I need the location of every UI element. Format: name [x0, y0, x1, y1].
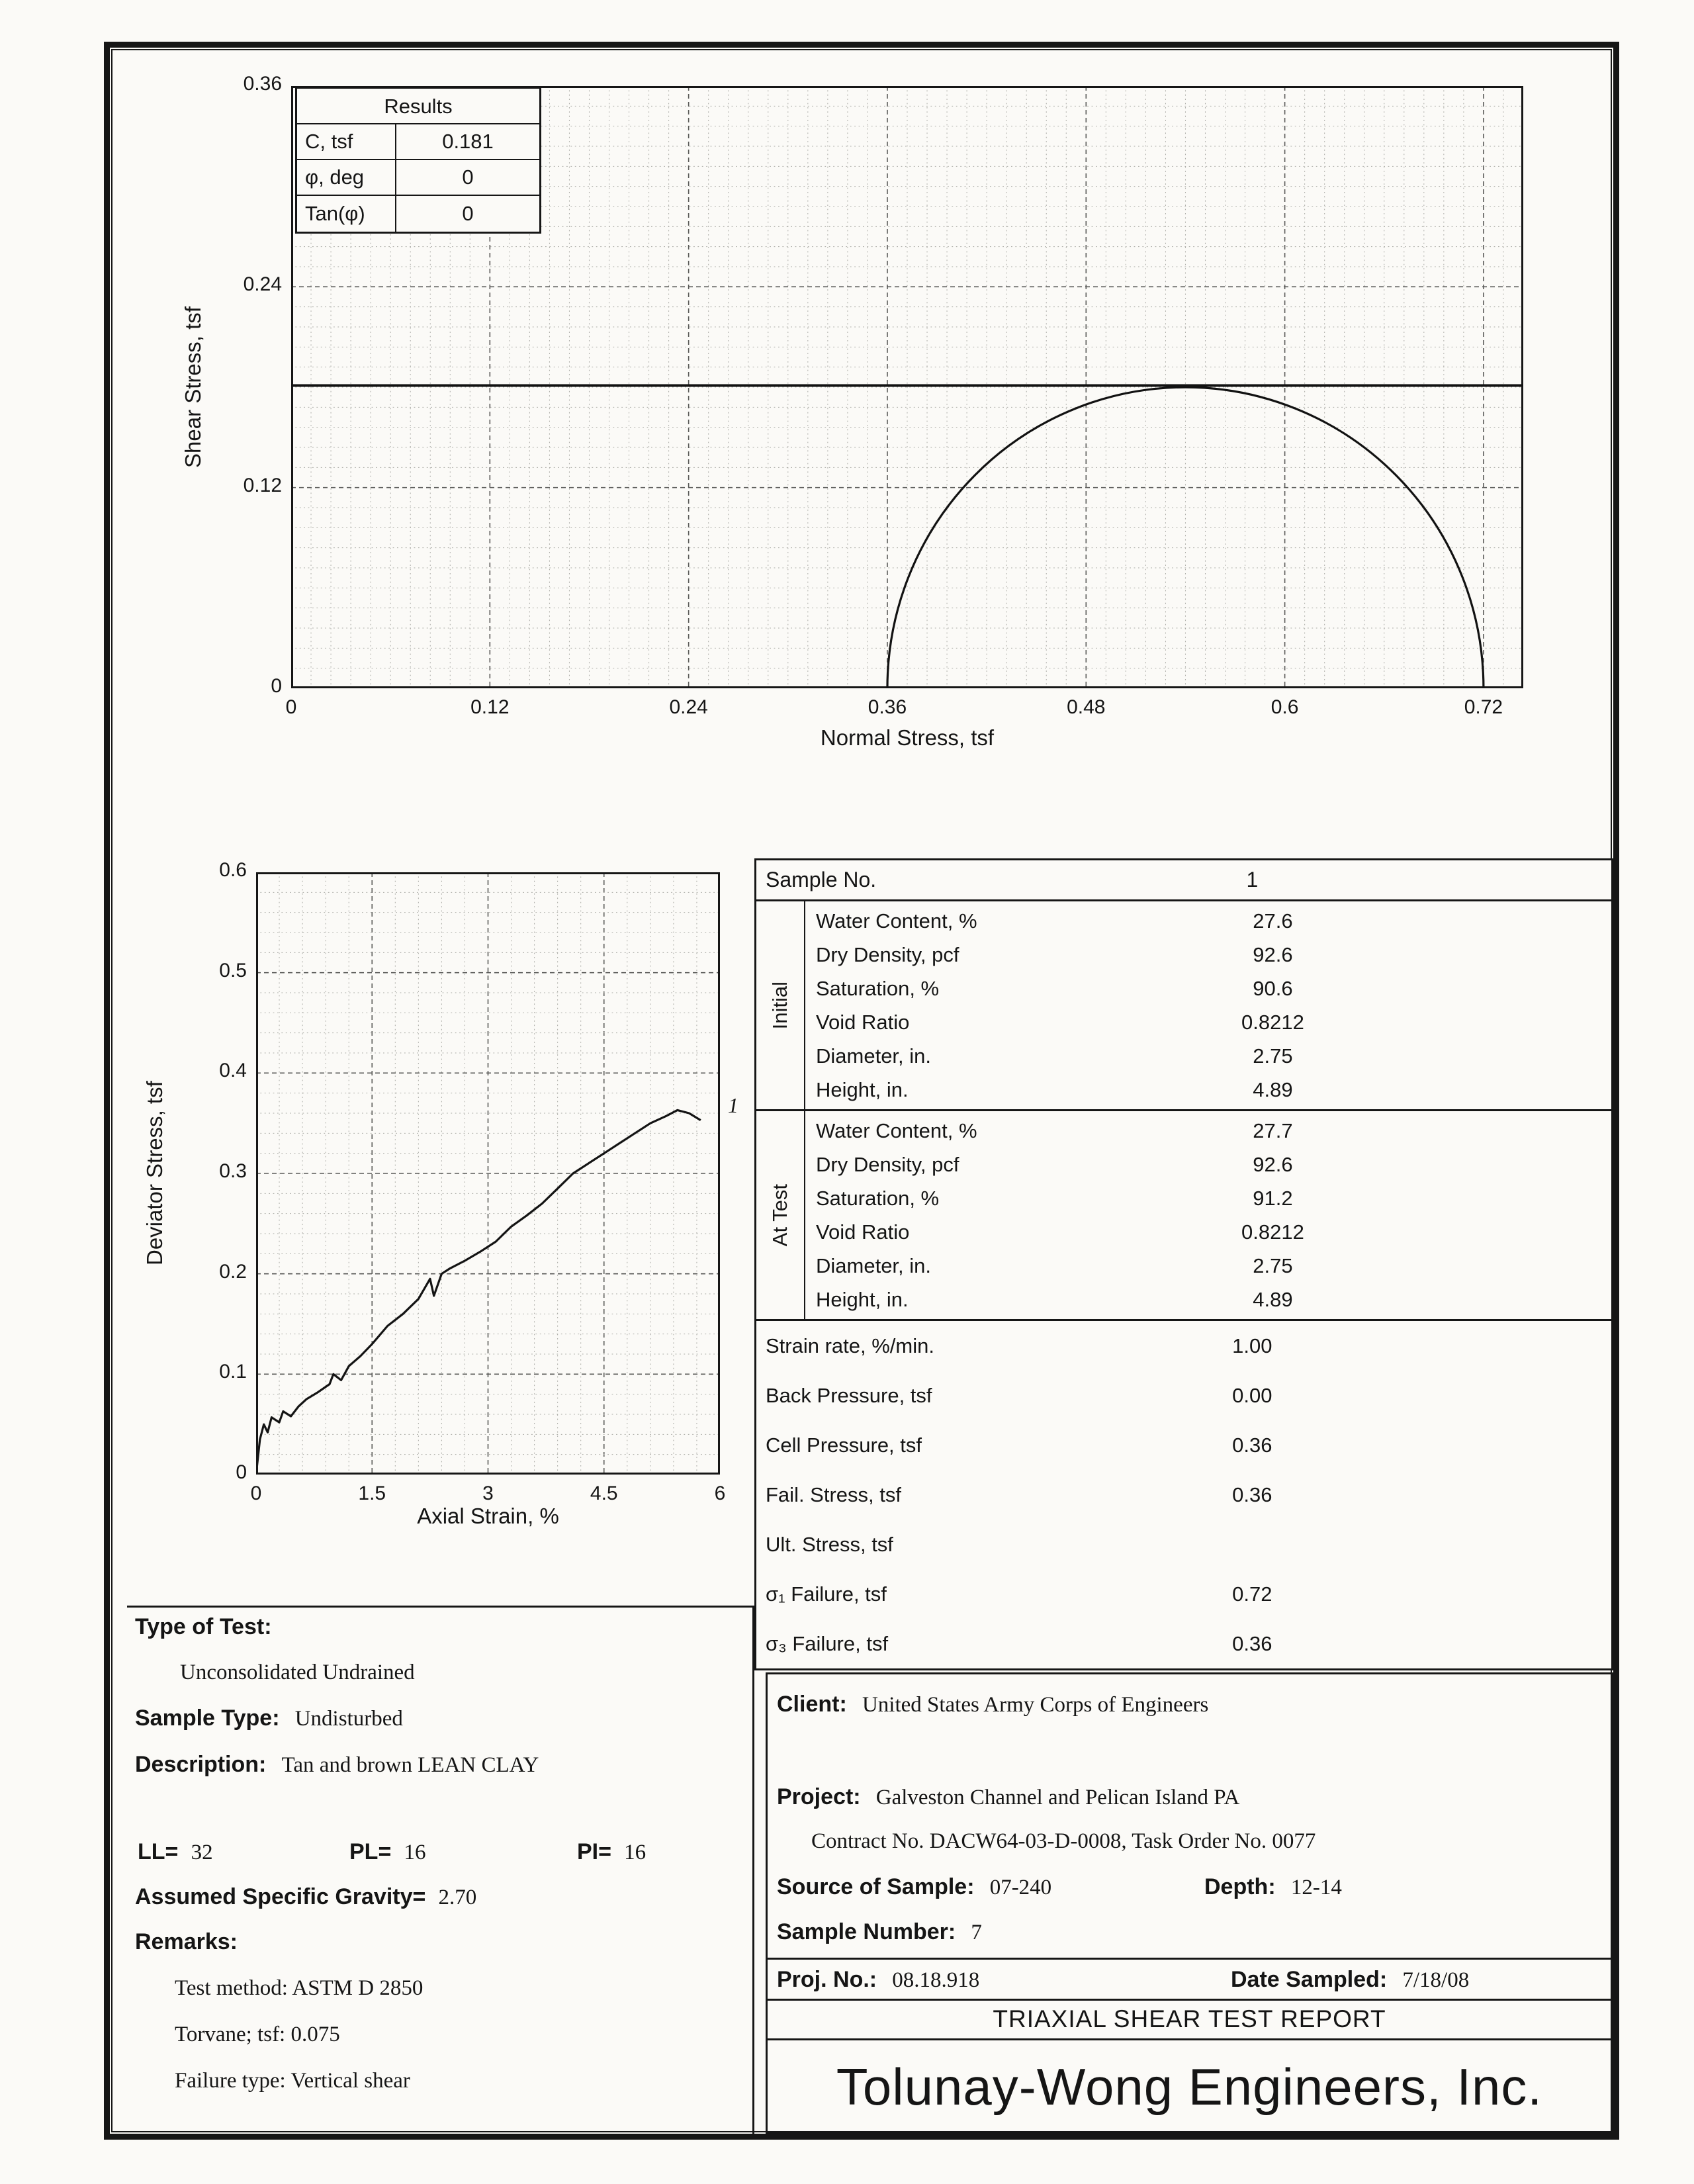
mohr-x-axis-label: Normal Stress, tsf: [820, 725, 995, 750]
proj-no-label: Proj. No.:: [777, 1967, 877, 1992]
row-label: Fail. Stress, tsf: [766, 1482, 901, 1506]
x-tick-label: 0: [285, 696, 297, 718]
row-value: 0.36: [1232, 1482, 1272, 1506]
strain-x-axis-label: Axial Strain, %: [417, 1504, 559, 1528]
y-tick-label: 0.4: [219, 1060, 247, 1082]
row-label: Height, in.: [816, 1287, 909, 1311]
row-label: Void Ratio: [816, 1010, 910, 1034]
row-label: Diameter, in.: [816, 1044, 932, 1068]
y-tick-label: 0.3: [219, 1160, 247, 1182]
row-value: 0.36: [1232, 1433, 1272, 1457]
row-label: Saturation, %: [816, 1186, 940, 1210]
x-tick-label: 0: [250, 1482, 262, 1504]
sample-no-value: 1: [1246, 868, 1259, 891]
row-label: Water Content, %: [816, 1118, 977, 1142]
row-value: 4.89: [1253, 1287, 1293, 1311]
row-label: Strain rate, %/min.: [766, 1334, 934, 1357]
row-value: 90.6: [1253, 976, 1293, 1000]
x-tick-label: 3: [482, 1482, 494, 1504]
row-label: Water Content, %: [816, 909, 977, 933]
sample-group-row: [805, 1073, 1611, 1107]
company-name: Tolunay-Wong Engineers, Inc.: [836, 2057, 1543, 2116]
row-value: 4.89: [1253, 1077, 1293, 1101]
y-tick-label: 0: [236, 1461, 247, 1483]
sample-row: [756, 1520, 1611, 1569]
row-value: 0.00: [1232, 1383, 1272, 1407]
results-row: [297, 196, 539, 232]
sample-row: [756, 1321, 1611, 1371]
y-tick-label: 0: [271, 675, 282, 697]
sample-group-row: [805, 1148, 1611, 1181]
y-tick-label: 0.6: [219, 859, 247, 881]
results-row: [297, 124, 539, 160]
results-row: [297, 160, 539, 196]
mohr-y-axis-label: Shear Stress, tsf: [181, 306, 205, 468]
client-label: Client:: [777, 1692, 847, 1717]
sample-group-row: [805, 1249, 1611, 1283]
pl-label: PL=: [349, 1839, 392, 1864]
remark-line: Test method: ASTM D 2850: [175, 1976, 424, 2000]
results-table: [295, 87, 541, 234]
row-value: 92.6: [1253, 1152, 1293, 1176]
sample-row: [756, 1470, 1611, 1520]
sample-group-label-text: Initial: [768, 981, 791, 1030]
results-table-title: Results: [297, 89, 539, 124]
pi-label: PI=: [577, 1839, 611, 1864]
x-tick-label: 0.36: [868, 696, 907, 718]
results-row-value: 0: [462, 202, 474, 225]
row-value: 27.7: [1253, 1118, 1293, 1142]
x-tick-label: 0.24: [669, 696, 708, 718]
row-label: Void Ratio: [816, 1220, 910, 1244]
sample-type-value: Undisturbed: [294, 1707, 403, 1731]
sample-group-row: [805, 1039, 1611, 1073]
row-value: 0.36: [1232, 1631, 1272, 1655]
sample-group: [756, 1111, 1611, 1321]
sample-row: [756, 1420, 1611, 1470]
sample-group-row: [805, 1114, 1611, 1148]
curve-label: 1: [728, 1093, 738, 1117]
sample-number-value: 7: [971, 1921, 982, 1944]
source-of-sample-value: 07-240: [989, 1876, 1052, 1899]
row-label: Cell Pressure, tsf: [766, 1433, 922, 1457]
row-value: 2.75: [1253, 1044, 1293, 1068]
row-label: Back Pressure, tsf: [766, 1383, 932, 1407]
remark-line: Failure type: Vertical shear: [175, 2069, 410, 2093]
sample-group-row: [805, 1181, 1611, 1215]
contract-value: Contract No. DACW64-03-D-0008, Task Order No. 0077: [811, 1829, 1316, 1853]
row-label: Saturation, %: [816, 976, 940, 1000]
report-title: TRIAXIAL SHEAR TEST REPORT: [993, 2005, 1386, 2032]
report-divider: [768, 1958, 1611, 1960]
pi-value: 16: [624, 1841, 646, 1864]
sample-group: [756, 901, 1611, 1111]
sample-row: [756, 1619, 1611, 1668]
ll-label: LL=: [138, 1839, 179, 1864]
project-label: Project:: [777, 1784, 861, 1809]
x-tick-label: 0.12: [470, 696, 510, 718]
results-row-label: Tan(φ): [297, 196, 396, 232]
row-value: 0.8212: [1241, 1010, 1304, 1034]
sample-number-label: Sample Number:: [777, 1919, 956, 1944]
depth-label: Depth:: [1204, 1874, 1276, 1899]
stress-strain-chart: [256, 872, 720, 1475]
sample-type-label: Sample Type:: [135, 1706, 280, 1731]
sample-group-row: [805, 904, 1611, 938]
sample-group-row: [805, 1283, 1611, 1316]
row-label: σ₃ Failure, tsf: [766, 1631, 889, 1655]
row-value: 0.72: [1232, 1582, 1272, 1606]
results-row-value: 0: [462, 165, 474, 189]
sample-no-row: [756, 860, 1611, 901]
depth-value: 12-14: [1290, 1876, 1342, 1899]
ll-value: 32: [191, 1841, 213, 1864]
proj-no-value: 08.18.918: [892, 1968, 980, 1992]
y-tick-label: 0.2: [219, 1260, 247, 1283]
sample-data-table: [754, 858, 1613, 1670]
type-of-test-value: Unconsolidated Undrained: [180, 1661, 415, 1684]
remarks-label: Remarks:: [135, 1929, 238, 1954]
client-value: United States Army Corps of Engineers: [862, 1693, 1209, 1717]
test-info-box: [127, 1606, 754, 2134]
sample-group-row: [805, 938, 1611, 972]
results-table-rows: [297, 124, 539, 232]
y-tick-label: 0.24: [243, 273, 282, 296]
report-info-box: [766, 1672, 1613, 2134]
row-label: Dry Density, pcf: [816, 1152, 959, 1176]
row-value: 91.2: [1253, 1186, 1293, 1210]
sample-rows: [756, 1321, 1611, 1668]
project-value: Galveston Channel and Pelican Island PA: [875, 1786, 1240, 1809]
row-value: 92.6: [1253, 942, 1293, 966]
x-tick-label: 0.72: [1464, 696, 1503, 718]
sample-row: [756, 1371, 1611, 1420]
row-label: σ₁ Failure, tsf: [766, 1582, 887, 1606]
x-tick-label: 0.6: [1270, 696, 1299, 718]
y-tick-label: 0.36: [243, 73, 282, 95]
pl-value: 16: [404, 1841, 426, 1864]
report-divider: [768, 1999, 1611, 2001]
row-label: Diameter, in.: [816, 1253, 932, 1277]
row-label: Ult. Stress, tsf: [766, 1532, 893, 1556]
row-label: Dry Density, pcf: [816, 942, 959, 966]
type-of-test-label: Type of Test:: [135, 1614, 272, 1639]
sample-group-label: [756, 1111, 805, 1319]
results-row-label: C, tsf: [297, 124, 396, 159]
x-tick-label: 6: [714, 1482, 726, 1504]
source-of-sample-label: Source of Sample:: [777, 1874, 975, 1899]
y-tick-label: 0.1: [219, 1361, 247, 1383]
row-value: 1.00: [1232, 1334, 1272, 1357]
results-row-label: φ, deg: [297, 160, 396, 195]
sample-group-label-text: At Test: [768, 1183, 791, 1247]
strain-y-axis-label: Deviator Stress, tsf: [142, 1081, 167, 1266]
sample-group-row: [805, 972, 1611, 1005]
row-label: Height, in.: [816, 1077, 909, 1101]
y-tick-label: 0.5: [219, 959, 247, 981]
x-tick-label: 1.5: [358, 1482, 386, 1504]
sample-no-label: Sample No.: [766, 868, 877, 891]
x-tick-label: 0.48: [1067, 696, 1106, 718]
sample-group-label: [756, 901, 805, 1109]
results-row-value: 0.181: [442, 130, 494, 153]
description-label: Description:: [135, 1752, 267, 1777]
sample-groups: [756, 901, 1611, 1321]
remark-line: Torvane; tsf: 0.075: [175, 2023, 340, 2046]
x-tick-label: 4.5: [590, 1482, 618, 1504]
row-value: 27.6: [1253, 909, 1293, 933]
sample-row: [756, 1569, 1611, 1619]
sample-group-row: [805, 1215, 1611, 1249]
row-value: 2.75: [1253, 1253, 1293, 1277]
date-sampled-value: 7/18/08: [1402, 1968, 1470, 1992]
specific-gravity-label: Assumed Specific Gravity=: [135, 1884, 426, 1909]
y-tick-label: 0.12: [243, 474, 282, 496]
specific-gravity-value: 2.70: [438, 1886, 477, 1909]
date-sampled-label: Date Sampled:: [1231, 1967, 1388, 1992]
description-value: Tan and brown LEAN CLAY: [281, 1753, 539, 1777]
row-value: 0.8212: [1241, 1220, 1304, 1244]
sample-group-row: [805, 1005, 1611, 1039]
remarks-list: [175, 1965, 423, 2104]
